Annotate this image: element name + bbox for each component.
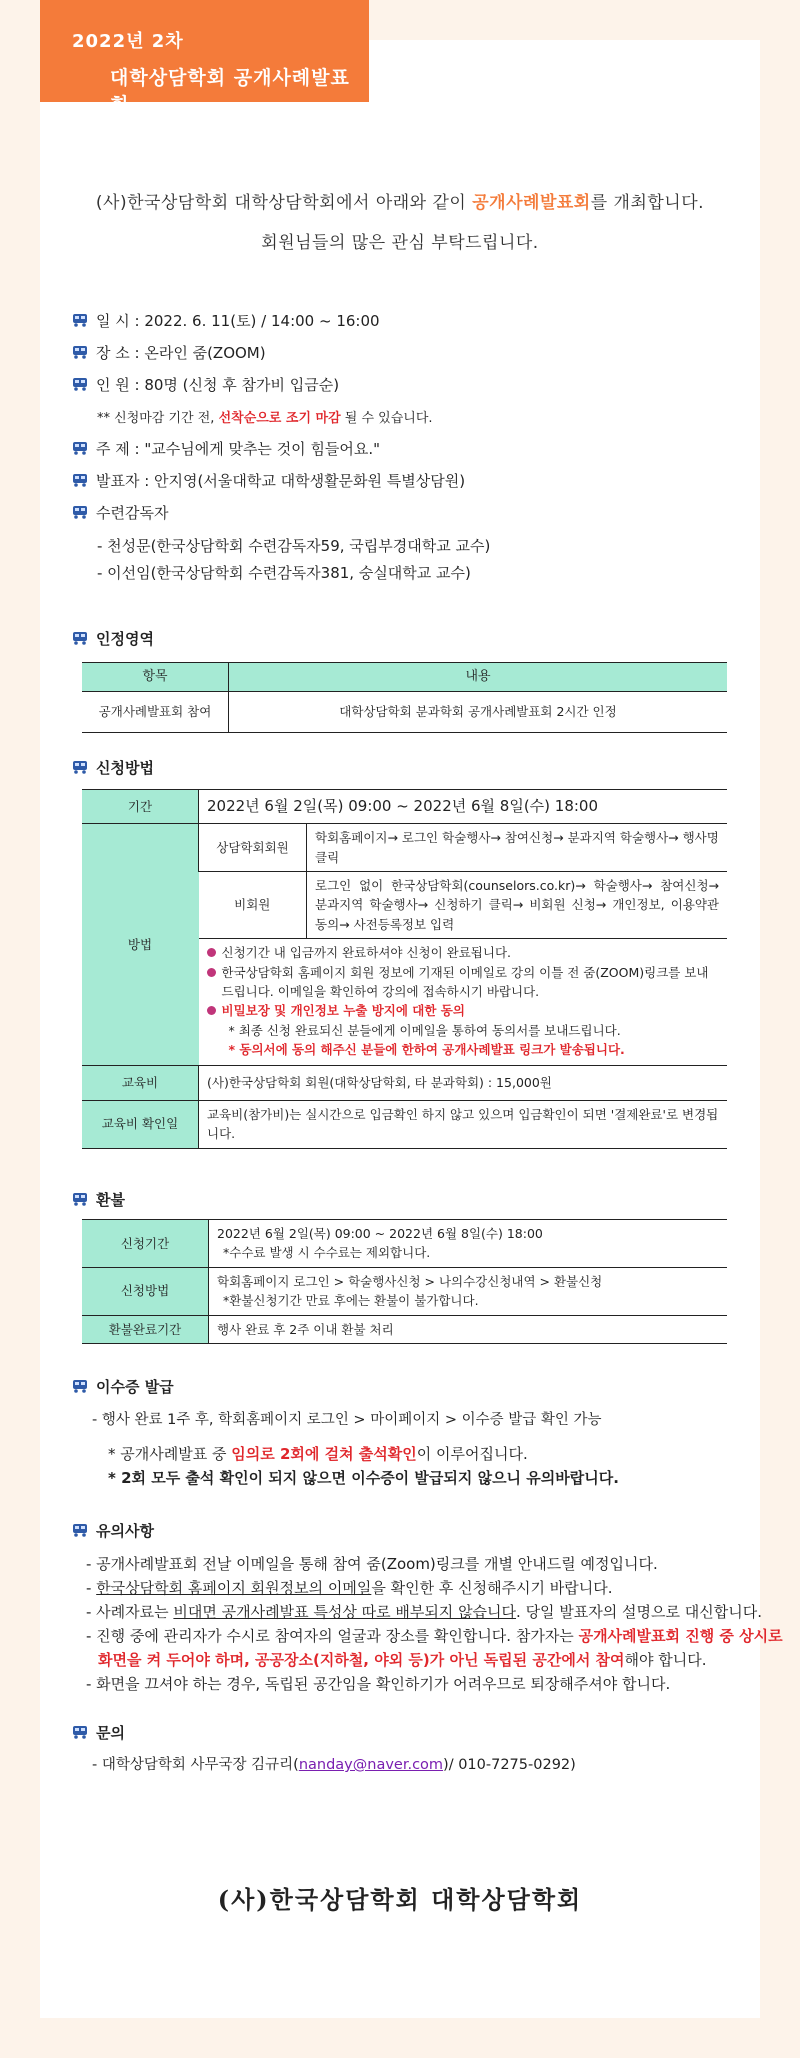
cert-col-item: 항목 xyxy=(82,663,229,692)
certificate-line: - 행사 완료 1주 후, 학회홈페이지 로그인 > 마이페이지 > 이수증 발급 확인 가능 xyxy=(92,1412,602,1428)
bus-icon xyxy=(72,377,88,391)
bus-icon xyxy=(72,441,88,455)
bus-icon xyxy=(72,1523,88,1537)
apply-sub-1: * 최종 신청 완료되신 분들에게 이메일을 통하여 동의서를 보내드립니다. xyxy=(228,1022,621,1038)
apply-bullets xyxy=(199,939,728,1066)
info-supervisor-1: - 천성문(한국상담학회 수련감독자59, 국립부경대학교 교수) xyxy=(97,537,491,555)
notice-1: - 공개사례발표회 전날 이메일을 통해 참여 줌(Zoom)링크를 개별 안내드릴 예정입니다. xyxy=(86,1555,658,1573)
apply-section-title: 신청방법 xyxy=(72,757,154,778)
bus-icon xyxy=(72,345,88,359)
info-people: 인 원 : 80명 (신청 후 참가비 입금순) xyxy=(72,374,339,395)
bullet-dot-icon xyxy=(207,968,216,977)
bus-icon xyxy=(72,505,88,519)
intro-line-2: 회원님들의 많은 관심 부탁드립니다. xyxy=(261,233,539,253)
refund-done-label: 환불완료기간 xyxy=(82,1315,209,1343)
cert-table xyxy=(82,662,727,733)
refund-section-title: 환불 xyxy=(72,1189,125,1210)
contact-section-title: 문의 xyxy=(72,1722,125,1743)
apply-fee-value: (사)한국상담학회 회원(대학상담학회, 타 분과학회) : 15,000원 xyxy=(199,1066,728,1100)
notice-4: - 진행 중에 관리자가 수시로 참여자의 얼굴과 장소를 확인합니다. 참가자는 공개사례발표회 진행 중 상시로 xyxy=(86,1627,783,1645)
bus-icon xyxy=(72,473,88,487)
info-date: 일 시 : 2022. 6. 11(토) / 14:00 ~ 16:00 xyxy=(72,310,380,331)
bus-icon xyxy=(72,631,88,645)
apply-table xyxy=(82,789,727,1149)
apply-member-label: 상담학회회원 xyxy=(199,824,307,872)
apply-nonmember-label: 비회원 xyxy=(199,872,307,939)
bus-icon xyxy=(72,1725,88,1739)
apply-bullet-3: 비밀보장 및 개인정보 누출 방지에 대한 동의 xyxy=(207,1001,720,1020)
bus-icon xyxy=(72,1379,88,1393)
bus-icon xyxy=(72,1192,88,1206)
certificate-note-1: * 공개사례발표 중 임의로 2회에 걸쳐 출석확인이 이루어집니다. xyxy=(108,1445,528,1463)
info-supervisor-2: - 이선임(한국상담학회 수련감독자381, 숭실대학교 교수) xyxy=(97,564,471,582)
apply-method-label: 방법 xyxy=(82,824,199,1066)
refund-method-cell xyxy=(209,1267,728,1315)
info-deadline-note: ** 신청마감 기간 전, 선착순으로 조기 마감 될 수 있습니다. xyxy=(97,411,433,426)
notice-5: - 화면을 끄셔야 하는 경우, 독립된 공간임을 확인하기가 어려우므로 퇴장해주셔야 합니다. xyxy=(86,1675,671,1693)
cert-item: 공개사례발표회 참여 xyxy=(82,692,229,732)
apply-period-label: 기간 xyxy=(82,790,199,824)
info-presenter: 발표자 : 안지영(서울대학교 대학생활문화원 특별상담원) xyxy=(72,470,465,491)
cert-col-content: 내용 xyxy=(229,663,728,692)
bullet-dot-icon xyxy=(207,1006,216,1015)
info-supervisor-title: 수련감독자 xyxy=(72,502,168,523)
footer-org: (사)한국상담학회 대학상담학회 xyxy=(217,1885,583,1914)
intro-line-1: (사)한국상담학회 대학상담학회에서 아래와 같이 공개사례발표회를 개최합니다. xyxy=(95,193,705,213)
apply-fee-label: 교육비 xyxy=(82,1066,199,1100)
apply-member-value: 학회홈페이지→ 로그인 학술행사→ 참여신청→ 분과지역 학술행사→ 행사명 클릭 xyxy=(307,824,728,872)
refund-period-cell xyxy=(209,1220,728,1268)
info-topic: 주 제 : "교수님에게 맞추는 것이 힘들어요." xyxy=(72,438,380,459)
banner-year: 2022년 2차 xyxy=(72,31,184,52)
refund-method-value: 학회홈페이지 로그인 > 학술행사신청 > 나의수강신청내역 > 환불신청 xyxy=(217,1273,603,1289)
contact-line: - 대학상담학회 사무국장 김규리(nanday@naver.com)/ 010-7275-0292) xyxy=(92,1757,576,1773)
apply-nonmember-value: 로그인 없이 한국상담학회(counselors.co.kr)→ 학술행사→ 참여신청→ 분과지역 학술행사→ 신청하기 클릭→ 비회원 신청→ 개인정보, 이용약관 동의→ 사전등록정보 입력 xyxy=(307,872,728,939)
contact-email-link[interactable]: nanday@naver.com xyxy=(298,1757,444,1773)
notice-section-title: 유의사항 xyxy=(72,1520,154,1541)
apply-bullet-2: 한국상담학회 홈페이지 회원 정보에 기재된 이메일로 강의 이틀 전 줌(ZOOM)링크를 보내드립니다. 이메일을 확인하여 강의에 접속하시기 바랍니다. xyxy=(207,963,720,1002)
cert-section-title: 인정영역 xyxy=(72,628,154,649)
refund-period-value: 2022년 6월 2일(목) 09:00 ~ 2022년 6월 8일(수) 18:00 xyxy=(217,1226,543,1241)
bus-icon xyxy=(72,313,88,327)
apply-feecheck-label: 교육비 확인일 xyxy=(82,1100,199,1148)
apply-feecheck-value: 교육비(참가비)는 실시간으로 입금확인 하지 않고 있으며 입금확인이 되면 '결제완료'로 변경됩니다. xyxy=(199,1100,728,1148)
bus-icon xyxy=(72,760,88,774)
refund-method-label: 신청방법 xyxy=(82,1267,209,1315)
apply-period-value: 2022년 6월 2일(목) 09:00 ~ 2022년 6월 8일(수) 18:00 xyxy=(199,790,728,824)
notice-4-cont: 화면을 켜 두어야 하며, 공공장소(지하철, 야외 등)가 아닌 독립된 공간에서 참여해야 합니다. xyxy=(98,1651,707,1669)
bullet-dot-icon xyxy=(207,948,216,957)
refund-done-value: 행사 완료 후 2주 이내 환불 처리 xyxy=(209,1315,728,1343)
intro-highlight: 공개사례발표회 xyxy=(472,193,591,213)
info-place: 장 소 : 온라인 줌(ZOOM) xyxy=(72,342,266,363)
notice-2: - 한국상담학회 홈페이지 회원정보의 이메일을 확인한 후 신청해주시기 바랍니다. xyxy=(86,1579,613,1597)
refund-method-note: *환불신청기간 만료 후에는 환불이 불가합니다. xyxy=(223,1293,479,1309)
banner-title: 대학상담학회 공개사례발표회 xyxy=(110,67,350,116)
refund-period-label: 신청기간 xyxy=(82,1220,209,1268)
refund-period-note: *수수료 발생 시 수수료는 제외합니다. xyxy=(223,1245,431,1261)
title-banner xyxy=(40,0,369,116)
certificate-note-2: * 2회 모두 출석 확인이 되지 않으면 이수증이 발급되지 않으니 유의바랍니다. xyxy=(108,1469,619,1487)
cert-content: 대학상담학회 분과학회 공개사례발표회 2시간 인정 xyxy=(229,692,728,732)
apply-bullet-1: 신청기간 내 입금까지 완료하셔야 신청이 완료됩니다. xyxy=(207,943,720,962)
certificate-section-title: 이수증 발급 xyxy=(72,1376,174,1397)
apply-sub-2: * 동의서에 동의 해주신 분들에 한하여 공개사례발표 링크가 발송됩니다. xyxy=(228,1042,625,1057)
refund-table xyxy=(82,1219,727,1344)
notice-3: - 사례자료는 비대면 공개사례발표 특성상 따로 배부되지 않습니다. 당일 발표자의 설명으로 대신합니다. xyxy=(86,1603,762,1621)
